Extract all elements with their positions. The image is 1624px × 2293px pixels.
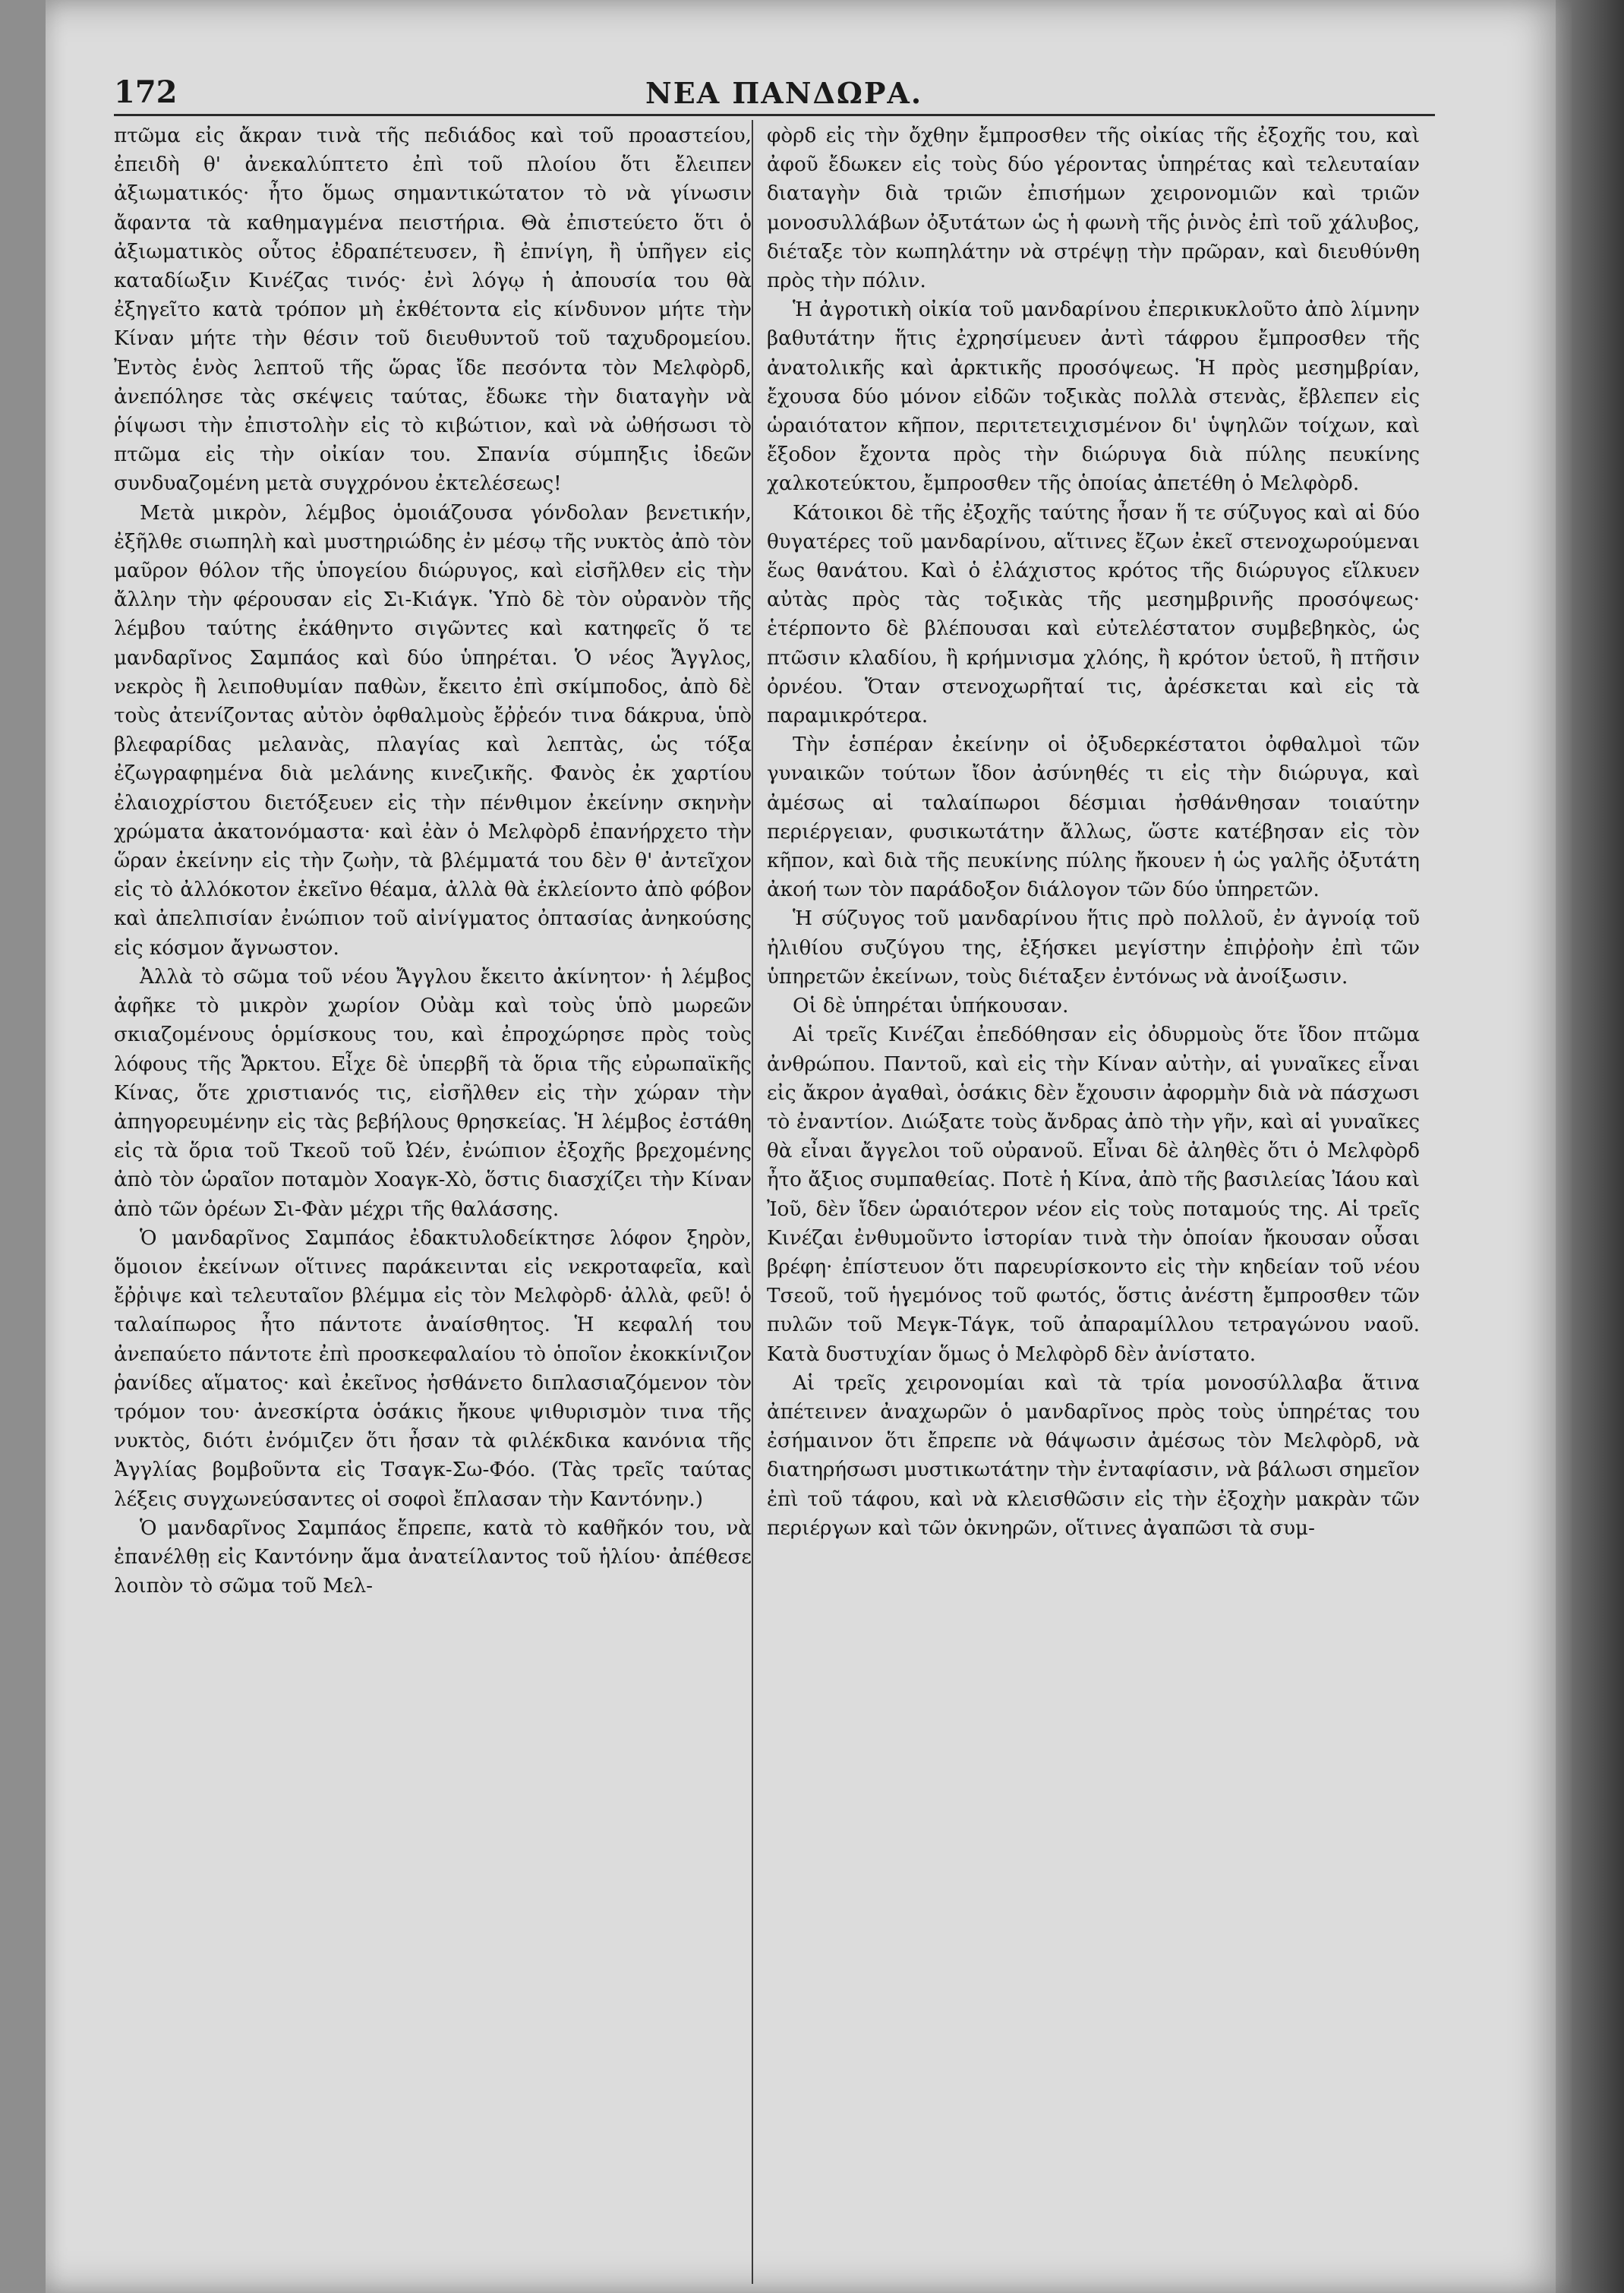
paragraph: Ὁ μανδαρῖνος Σαμπάος ἔπρεπε, κατὰ τὸ καθῆκόν του, νὰ ἐπανέλθῃ εἰς Καντόνην ἅμα ἀνατείλαντος τοῦ ἡλίου· ἀπέθεσε λοιπὸν τὸ σῶμα τοῦ Μελ- (114, 1516, 752, 1598)
paragraph: Κάτοικοι δὲ τῆς ἐξοχῆς ταύτης ἦσαν ἥ τε σύζυγος καὶ αἱ δύο θυγατέρες τοῦ μανδαρίνου, αἵτινες ἔζων ἐκεῖ στενοχωρούμεναι ἕως θανάτου. Καὶ ὁ ἐλάχιστος κρότος τῆς διώρυγος εἵλκυεν αὐτὰς πρὸς τὰς τοξικὰς τῆς μεσημβρινῆς προσόψεως· ἑτέρποντο δὲ βλέπουσαι καὶ εὐτελέστατον συμβεβηκὸς, ὡς πτῶσιν κλαδίου, ἢ κρήμνισμα χλόης, ἢ κρότον ὑετοῦ, ἢ πτῆσιν ὀρνέου. Ὅταν στενοχωρῆταί τις, ἀρέσκεται καὶ εἰς τὰ παραμικρότερα. (767, 501, 1420, 728)
left-column (114, 121, 752, 2285)
paragraph: Τὴν ἑσπέραν ἐκείνην οἱ ὀξυδερκέστατοι ὀφθαλμοὶ τῶν γυναικῶν τούτων ἴδον ἀσύνηθές τι εἰς τὴν διώρυγα, καὶ ἀμέσως αἱ ταλαίπωροι δέσμιαι ἠσθάνθησαν τοιαύτην περιέργειαν, φυσικωτάτην ἄλλως, ὥστε κατέβησαν εἰς τὸν κῆπον, καὶ διὰ τῆς πευκίνης πύλης ἤκουεν ἡ ὡς γαλῆς ὀξυτάτη ἀκοή των τὸν παράδοξον διάλογον τῶν δύο ὑπηρετῶν. (767, 733, 1420, 902)
paragraph: Αἱ τρεῖς Κινέζαι ἐπεδόθησαν εἰς ὀδυρμοὺς ὅτε ἴδον πτῶμα ἀνθρώπου. Παντοῦ, καὶ εἰς τὴν Κίναν αὐτὴν, αἱ γυναῖκες εἶναι εἰς ἄκρον ἀγαθαὶ, ὁσάκις δὲν ἔχουσιν ἀφορμὴν διὰ νὰ πάσχωσι τὸ ἐναντίον. Διώξατε τοὺς ἄνδρας ἀπὸ τὴν γῆν, καὶ αἱ γυναῖκες θὰ εἶναι ἄγγελοι τοῦ οὐρανοῦ. Εἶναι δὲ ἀληθὲς ὅτι ὁ Μελφὸρδ ἦτο ἄξιος συμπαθείας. Ποτὲ ἡ Κίνα, ἀπὸ τῆς βασιλείας Ἰάου καὶ Ἰοῦ, δὲν ἴδεν ὡραιότερον νέον εἰς τοὺς ποταμούς της. Αἱ τρεῖς Κινέζαι ἐνθυμοῦντο ἱστορίαν τινὰ τὴν ὁποίαν ἤκουσαν οὖσαι βρέφη· ἐπίστευον ὅτι παρευρίσκοντο εἰς τὴν κηδείαν τοῦ νέου Τσεοῦ, τοῦ ἡγεμόνος τοῦ φωτός, ὅστις ἀνέστη ἔμπροσθεν τῶν πυλῶν τοῦ Μεγκ-Τάγκ, τοῦ ἀπαραμίλλου τετραγώνου ναοῦ. Κατὰ δυστυχίαν ὅμως ὁ Μελφὸρδ δὲν ἀνίστατο. (767, 1023, 1420, 1366)
paragraph: Ἡ σύζυγος τοῦ μανδαρίνου ἥτις πρὸ πολλοῦ, ἐν ἀγνοίᾳ τοῦ ἠλιθίου συζύγου της, ἐξήσκει μεγίστην ἐπιῤῥοὴν ἐπὶ τῶν ὑπηρετῶν ἐκείνων, τοὺς διέταξεν ἐντόνως νὰ ἀνοίξωσιν. (767, 907, 1420, 989)
column-divider (752, 120, 753, 2284)
paragraph: πτῶμα εἰς ἄκραν τινὰ τῆς πεδιάδος καὶ τοῦ προαστείου, ἐπειδὴ θ' ἀνεκαλύπτετο ἐπὶ τοῦ πλοίου ὅτι ἔλειπεν ἀξιωματικός· ἦτο ὅμως σημαντικώτατον τὸ νὰ γίνωσιν ἄφαντα τὰ καθημαγμένα πειστήρια. Θὰ ἐπιστεύετο ὅτι ὁ ἀξιωματικὸς οὗτος ἐδραπέτευσεν, ἢ ἐπνίγη, ἢ ὑπῆγεν εἰς καταδίωξιν Κινέζας τινός· ἐνὶ λόγῳ ἡ ἀπουσία του θὰ ἐξηγεῖτο κατὰ τρόπον μὴ ἐκθέτοντα εἰς κίνδυνον μήτε τὴν Κίναν μήτε τὴν θέσιν τοῦ διευθυντοῦ τοῦ ταχυδρομείου. Ἐντὸς ἑνὸς λεπτοῦ τῆς ὥρας ἴδε πεσόντα τὸν Μελφὸρδ, ἀνεπόλησε τὰς σκέψεις ταύτας, ἔδωκε τὴν διαταγὴν νὰ ῥίψωσι τὴν ἐπιστολὴν εἰς τὸ κιβώτιον, καὶ νὰ ὠθήσωσι τὸ πτῶμα εἰς τὴν οἰκίαν του. Σπανία σύμπηξις ἰδεῶν συνδυαζομένη μετὰ συγχρόνου ἐκτελέσεως! (114, 125, 752, 496)
paragraph: Αἱ τρεῖς χειρονομίαι καὶ τὰ τρία μονοσύλλαβα ἅτινα ἀπέτεινεν ἀναχωρῶν ὁ μανδαρῖνος πρὸς τοὺς ὑπηρέτας του ἐσήμαινον ὅτι ἔπρεπε νὰ θάψωσιν ἀμέσως τὸν Μελφὸρδ, νὰ διατηρήσωσι μυστικωτάτην τὴν ἐνταφίασιν, νὰ βάλωσι σημεῖον ἐπὶ τοῦ τάφου, καὶ νὰ κλεισθῶσιν εἰς τὴν ἐξοχὴν μακρὰν τῶν περιέργων καὶ τῶν ὀκνηρῶν, οἵτινες ἀγαπῶσι τὰ συμ- (767, 1371, 1420, 1540)
paragraph: Ὁ μανδαρῖνος Σαμπάος ἐδακτυλοδείκτησε λόφον ξηρὸν, ὅμοιον ἐκείνων οἵτινες παράκεινται εἰς νεκροταφεῖα, καὶ ἔῤῥιψε καὶ τελευταῖον βλέμμα εἰς τὸν Μελφὸρδ· ἀλλὰ, φεῦ! ὁ ταλαίπωρος ἦτο πάντοτε ἀναίσθητος. Ἡ κεφαλή του ἀνεπαύετο πάντοτε ἐπὶ προσκεφαλαίου τὸ ὁποῖον ἐκοκκίνιζον ῥανίδες αἵματος· καὶ ἐκεῖνος ἠσθάνετο διπλασιαζόμενον τὸν τρόμον του· ἀνεσκίρτα ὁσάκις ἤκουε ψιθυρισμὸν τινα τῆς νυκτὸς, διότι ἐνόμιζεν ὅτι ἦσαν τὰ φιλέκδικα κανόνια τῆς Ἀγγλίας βομβοῦντα εἰς Τσαγκ-Σω-Φόο. (Τὰς τρεῖς ταύτας λέξεις συγχωνεύσαντες οἱ σοφοὶ ἔπλασαν τὴν Καντόνην.) (114, 1226, 752, 1511)
paragraph: Ἀλλὰ τὸ σῶμα τοῦ νέου Ἄγγλου ἔκειτο ἀκίνητον· ἡ λέμβος ἀφῆκε τὸ μικρὸν χωρίον Οὐὰμ καὶ τοὺς ὑπὸ μωρεῶν σκιαζομένους ὁρμίσκους του, καὶ ἐπροχώρησε πρὸς τοὺς λόφους τῆς Ἄρκτου. Εἶχε δὲ ὑπερβῆ τὰ ὅρια τῆς εὐρωπαϊκῆς Κίνας, ὅτε χριστιανός τις, εἰσῆλθεν εἰς τὴν χώραν τὴν ἀπηγορευμένην εἰς τὰς βεβήλους θρησκείας. Ἡ λέμβος ἐστάθη εἰς τὰ ὅρια τοῦ Τκεοῦ τοῦ Ὠέν, ἐνώπιον ἐξοχῆς βρεχομένης ἀπὸ τὸν ὡραῖον ποταμὸν Χοαγκ-Χὸ, ὅστις διασχίζει τὴν Κίναν ἀπὸ τῶν ὀρέων Σι-Φὰν μέχρι τῆς θαλάσσης. (114, 965, 752, 1221)
paragraph: Ἡ ἀγροτικὴ οἰκία τοῦ μανδαρίνου ἐπερικυκλοῦτο ἀπὸ λίμνην βαθυτάτην ἥτις ἐχρησίμευεν ἀντὶ τάφρου ἔμπροσθεν τῆς ἀνατολικῆς καὶ ἀρκτικῆς προσόψεως. Ἡ πρὸς μεσημβρίαν, ἔχουσα δύο μόνον εἰδῶν τοξικὰς πολλὰ στενὰς, ἔβλεπεν εἰς ὡραιότατον κῆπον, περιτετειχισμένον δι' ὑψηλῶν τοίχων, καὶ ἔξοδον ἔχοντα πρὸς τὴν διώρυγα διὰ πύλης πευκίνης χαλκοτεύκτου, ἔμπροσθεν τῆς ὁποίας ἀπετέθη ὁ Μελφὸρδ. (767, 298, 1420, 496)
paragraph: φὸρδ εἰς τὴν ὄχθην ἔμπροσθεν τῆς οἰκίας τῆς ἐξοχῆς του, καὶ ἀφοῦ ἔδωκεν εἰς τοὺς δύο γέροντας ὑπηρέτας καὶ τελευταίαν διαταγὴν διὰ τριῶν ἐπισήμων χειρονομιῶν καὶ τριῶν μονοσυλλάβων ὀξυτάτων ὡς ἡ φωνὴ τῆς ῥινὸς ἐπὶ τοῦ χάλυβος, διέταξε τὸν κωπηλάτην νὰ στρέψῃ τὴν πρῶραν, καὶ διευθύνθη πρὸς τὴν πόλιν. (767, 125, 1420, 293)
paragraph: Μετὰ μικρὸν, λέμβος ὁμοιάζουσα γόνδολαν βενετικήν, ἐξῆλθε σιωπηλὴ καὶ μυστηριώδης ἐν μέσῳ τῆς νυκτὸς ἀπὸ τὸν μαῦρον θόλον τῆς ὑπογείου διώρυγος, καὶ εἰσῆλθεν εἰς τὴν ἄλλην τὴν φέρουσαν εἰς Σι-Κιάγκ. Ὑπὸ δὲ τὸν οὐρανὸν τῆς λέμβου ταύτης ἐκάθηντο σιγῶντες καὶ κατηφεῖς ὅ τε μανδαρῖνος Σαμπάος καὶ δύο ὑπηρέται. Ὁ νέος Ἄγγλος, νεκρὸς ἢ λειποθυμίαν παθὼν, ἔκειτο ἐπὶ σκίμποδος, ἀπὸ δὲ τοὺς ἀτενίζοντας αὐτὸν ὀφθαλμοὺς ἔῤῥεόν τινα δάκρυα, ὑπὸ βλεφαρίδας μελανὰς, πλαγίας καὶ λεπτὰς, ὡς τόξα ἐζωγραφημένα διὰ μελάνης κινεζικῆς. Φανὸς ἐκ χαρτίου ἐλαιοχρίστου διετόξευεν εἰς τὴν πένθιμον ἐκείνην σκηνὴν χρώματα ἀκατονόμαστα· καὶ ἐὰν ὁ Μελφὸρδ ἐπανήρχετο τὴν ὥραν ἐκείνην εἰς τὴν ζωὴν, τὰ βλέμματά του δὲν θ' ἀντεῖχον εἰς τὸ ἀλλόκοτον ἐκεῖνο θέαμα, ἀλλὰ θὰ ἐκλείοντο ἀπὸ φόβον καὶ ἀπελπισίαν ἐνώπιον τοῦ αἰνίγματος ὀπτασίας ἀνηκούσης εἰς κόσμον ἄγνωστον. (114, 501, 752, 960)
paragraph: Οἱ δὲ ὑπηρέται ὑπήκουσαν. (793, 995, 1069, 1018)
page-number: 172 (114, 74, 178, 110)
running-head (114, 74, 1435, 112)
header-rule (114, 114, 1435, 116)
right-column (767, 121, 1420, 2285)
journal-title: ΝΕΑ ΠΑΝΔΩΡΑ. (645, 76, 923, 110)
